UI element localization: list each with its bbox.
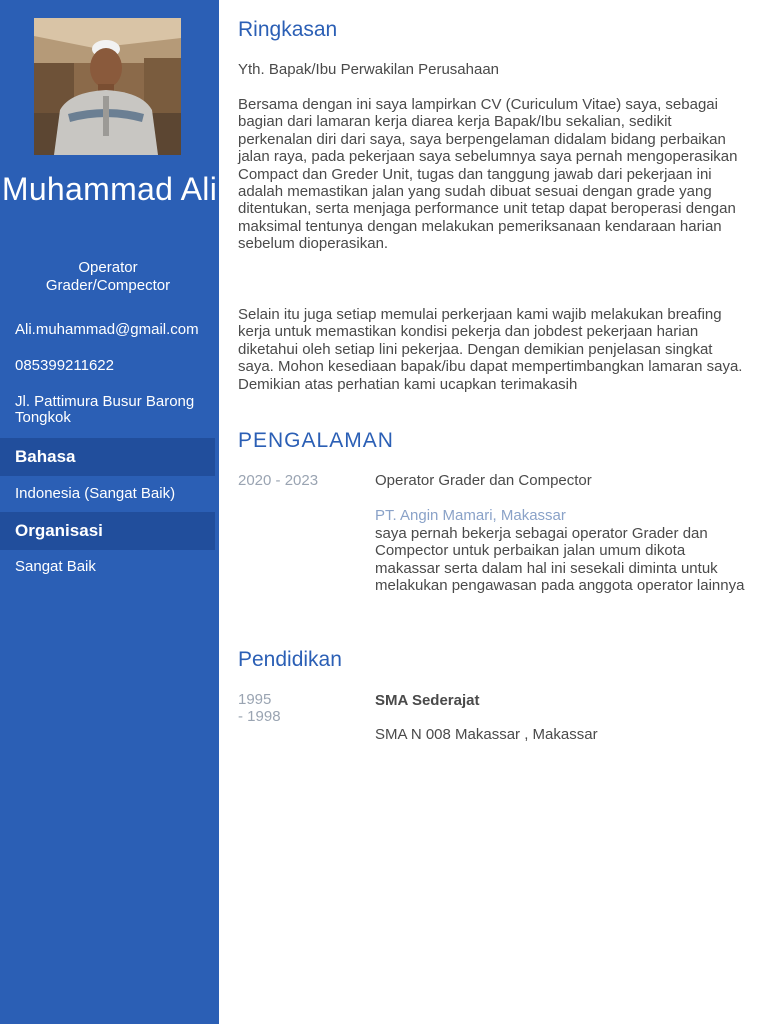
summary-title: Ringkasan (238, 18, 338, 41)
job-title: Operator Grader/Compector (45, 259, 171, 294)
summary-paragraph-2: Selain itu juga setiap memulai perkerjaan kami wajib melakukan breafing kerja untuk memastikan kondisi pekerja dan jobdest pekerjaan harian diketahui oleh setiap lini pekerjaa. Dengan demikian penjelasan singkat saya. Mohon kesediaan bapak/ibu dapat mempertimbangkan lamaran saya. Demikian atas perhatian kami ucapkan terimakasih (238, 306, 743, 393)
candidate-name: Muhammad Ali (1, 171, 218, 207)
language-item: Indonesia (Sangat Baik) (15, 485, 176, 502)
email-text: Ali.muhammad@gmail.com (15, 321, 199, 338)
education-start-year: 1995 (238, 691, 272, 708)
experience-position: Operator Grader dan Compector (375, 472, 592, 489)
education-title: Pendidikan (238, 648, 342, 671)
organization-header: Organisasi (0, 512, 215, 550)
organization-item: Sangat Baik (15, 558, 96, 575)
experience-title: PENGALAMAN (238, 429, 394, 452)
education-school: SMA N 008 Makassar , Makassar (375, 726, 598, 743)
summary-paragraph-1: Bersama dengan ini saya lampirkan CV (Curiculum Vitae) saya, sebagai bagian dari lamaran kerja diarea kerja Bapak/Ibu sekalian, sedikit perkenalan diri dari saya, saya berpengelaman didalam bidang perbaikan jalan raya, pada pekerjaan saya sebelumnya saya pernah mengoperasikan Compact dan Greder Unit, tugas dan tanggung jawab dari pekerjaan ini adalah memastikan jalan yang sudah dibuat sesuai dengan grade yang ditentukan, serta menjaga performance unit tetap dapat beroperasi dengan maksimal tentunya dengan melakukan pemeriksanaan kendaraan harian sebelum dioperasikan. (238, 96, 738, 253)
education-degree: SMA Sederajat (375, 692, 480, 709)
experience-description: saya pernah bekerja sebagai operator Grader dan Compector untuk perbaikan jalan umum dikota makassar serta dalam hal ini sesekali diminta untuk melakukan pengawasan pada anggota operator lainnya (375, 525, 745, 595)
education-end-year: - 1998 (238, 708, 281, 725)
experience-dates: 2020 - 2023 (238, 472, 319, 489)
profile-photo (34, 18, 181, 155)
sidebar (0, 0, 219, 1024)
language-header: Bahasa (0, 438, 215, 476)
experience-company: PT. Angin Mamari, Makassar (375, 507, 566, 524)
profile-photo-image (34, 18, 181, 155)
phone-text: 085399211622 (15, 357, 114, 374)
address-text: Jl. Pattimura Busur Barong Tongkok (15, 393, 195, 426)
summary-greeting: Yth. Bapak/Ibu Perwakilan Perusahaan (238, 61, 499, 78)
